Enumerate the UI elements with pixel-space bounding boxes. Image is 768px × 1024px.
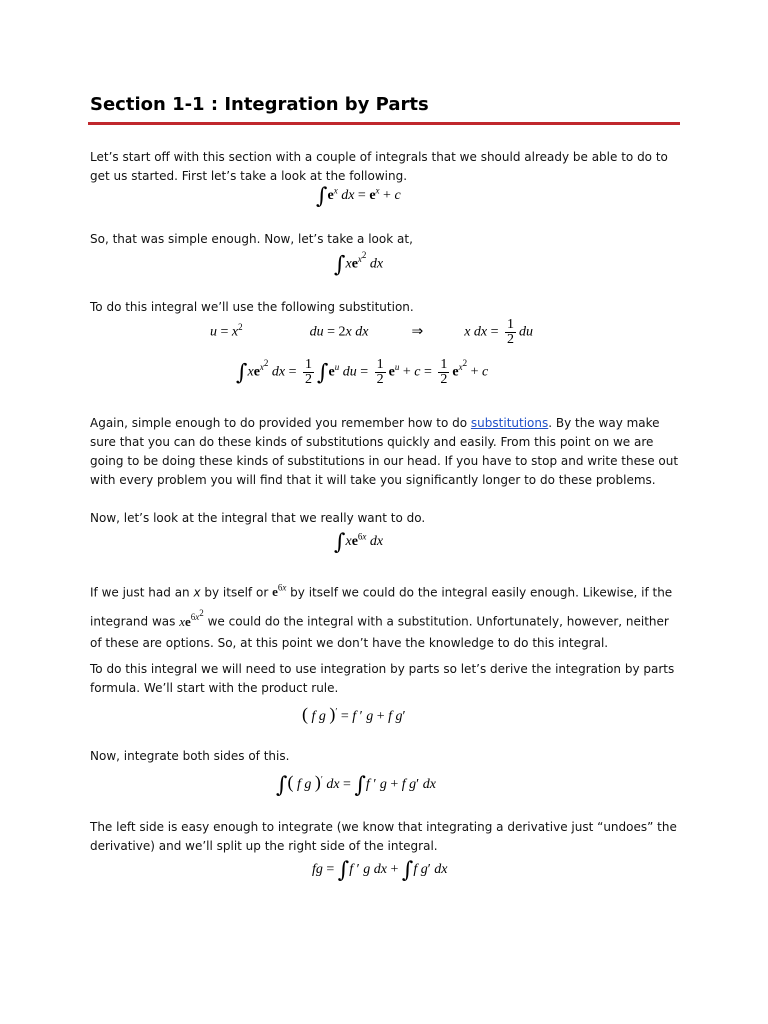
equation-xe6x-integral: $\int xe^{6x}$ dx bbox=[334, 530, 384, 555]
equation-xex2-integral: $\int xe^{x^2}$ dx bbox=[334, 250, 384, 278]
paragraph-substitution: To do this integral we’ll use the following substitution. bbox=[90, 300, 414, 314]
paragraph-options bbox=[90, 578, 680, 654]
section-title: Section 1-1 : Integration by Parts bbox=[90, 94, 429, 115]
title-underline bbox=[88, 122, 680, 125]
text-segment: by itself or bbox=[200, 585, 273, 600]
paragraph-real-integral: Now, let’s look at the integral that we really want to do. bbox=[90, 511, 426, 525]
equation-integrated-product-rule: ∫( f g )′ dx = ∫f ′ g + f g′ dx bbox=[276, 772, 436, 798]
paragraph-derive-formula: To do this integral we will need to use integration by parts so let’s derive the integration by parts formula. We’ll start with the product rule. bbox=[90, 662, 675, 695]
inline-xe6x2: $xe^{6x^2}$ bbox=[179, 608, 204, 629]
paragraph-simple-enough: So, that was simple enough. Now, let’s take a look at, bbox=[90, 232, 413, 246]
inline-e6x: $e^{6x}$ bbox=[272, 583, 287, 600]
equation-substitution-defs: $u = x^2$ du = 2x dx ⇒ x dx = $\frac{1}{2}$ du bbox=[210, 317, 534, 347]
paragraph-substitution-note bbox=[90, 414, 680, 490]
text-segment: by itself we could do the integral easily enough. Likewise, if the integrand was bbox=[90, 585, 673, 629]
text-segment: If we just had an bbox=[90, 585, 194, 600]
equation-exp-integral: $\int e^x$ dx = $e^x + c$ bbox=[316, 184, 401, 209]
variable-x: x bbox=[193, 585, 201, 600]
paragraph-text-after-link: . By the way make sure that you can do these kinds of substitutions quickly and easily. From this point on we are going to be doing these kinds of substitutions in our head. If you have to stop and write these out with every problem you will find that it will take you significantly longer to do these problems. bbox=[90, 416, 679, 487]
paragraph-text-before-link: Again, simple enough to do provided you remember how to do bbox=[90, 416, 471, 430]
paragraph-intro: Let’s start off with this section with a couple of integrals that we should already be able to do to get us started. First let’s take a look at the following. bbox=[90, 150, 668, 183]
paragraph-left-side: The left side is easy enough to integrate (we know that integrating a derivative just “undoes” the derivative) and we’ll split up the right side of the integral. bbox=[90, 820, 677, 853]
substitutions-link[interactable]: substitutions bbox=[470, 416, 549, 430]
equation-product-rule: ( f g )′ = f ′ g + f g′ bbox=[302, 704, 406, 724]
text-segment: we could do the integral with a substitution. Unfortunately, however, neither of these are options. So, at this point we don’t have the knowledge to do this integral. bbox=[90, 614, 669, 650]
equation-substitution-result: $\int xe^{x^2}$ dx = $\frac{1}{2}$ $\int e^u$ du = $\frac{1}{2}$ $e^u + c$ = $\frac{1}{2}$ $e^{x^2} + c$ bbox=[236, 357, 489, 387]
equation-split-integral: fg = ∫f ′ g dx + ∫f g′ dx bbox=[312, 858, 448, 883]
paragraph-integrate-both: Now, integrate both sides of this. bbox=[90, 749, 290, 763]
